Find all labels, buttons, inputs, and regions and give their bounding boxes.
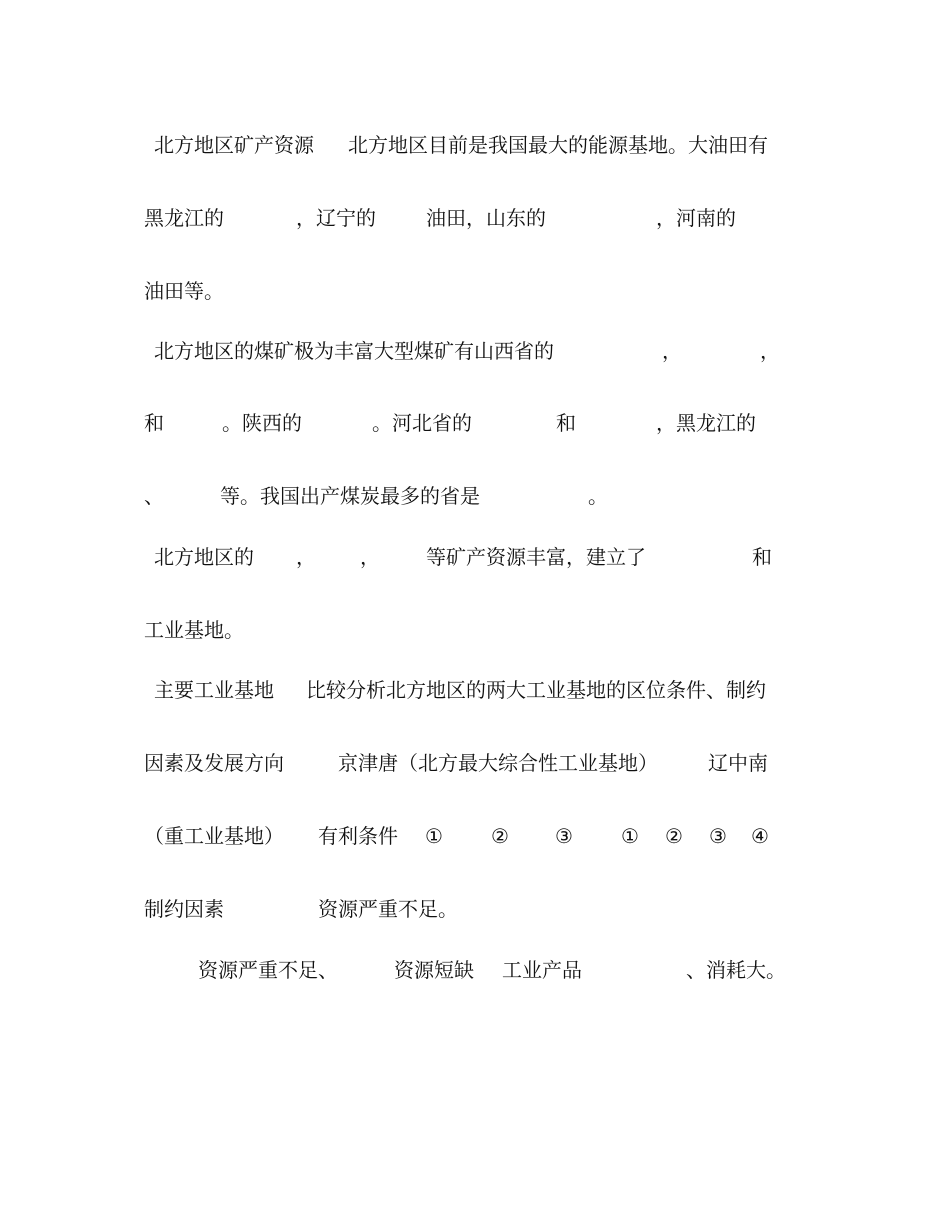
text-segment: 和 xyxy=(144,411,164,435)
text-segment: 工业产品 xyxy=(502,958,582,982)
text-segment: 油田等。 xyxy=(144,279,224,303)
text-segment: 、消耗大。 xyxy=(686,958,786,982)
text-segment: 资源严重不足。 xyxy=(318,897,458,921)
section-heading-minerals: 北方地区矿产资源 xyxy=(154,133,314,157)
text-segment: ，河南的 xyxy=(656,206,736,230)
text-segment: 资源严重不足、 xyxy=(198,958,338,982)
text-segment: 。 xyxy=(588,484,608,508)
text-segment: 制约因素 xyxy=(144,897,224,921)
text-segment: 有利条件 xyxy=(318,824,398,848)
circled-number: ② xyxy=(491,824,509,848)
text-segment: ，辽宁的 xyxy=(296,206,376,230)
text-segment: ， xyxy=(760,339,780,363)
text-segment: 和 xyxy=(752,545,772,569)
text-segment: 、 xyxy=(144,484,164,508)
text-segment: 等矿产资源丰富，建立了 xyxy=(426,545,646,569)
circled-number: ③ xyxy=(709,824,727,848)
text-segment: 资源短缺 xyxy=(394,958,474,982)
text-segment: ，黑龙江的 xyxy=(656,411,756,435)
text-segment: 北方地区的 xyxy=(154,545,254,569)
text-segment: 等。我国出产煤炭最多的省是 xyxy=(220,484,480,508)
text-segment: 比较分析北方地区的两大工业基地的区位条件、制约 xyxy=(306,678,766,702)
text-segment: 辽中南 xyxy=(708,751,768,775)
text-segment: 。陕西的 xyxy=(222,411,302,435)
text-segment: 北方地区目前是我国最大的能源基地。大油田有 xyxy=(348,133,768,157)
text-segment: ， xyxy=(360,545,380,569)
text-segment: 黑龙江的 xyxy=(144,206,224,230)
text-segment: 。河北省的 xyxy=(372,411,472,435)
text-segment: 工业基地。 xyxy=(144,618,244,642)
text-segment: 北方地区的煤矿极为丰富大型煤矿有山西省的 xyxy=(154,339,554,363)
text-segment: （重工业基地） xyxy=(144,824,284,848)
circled-number: ④ xyxy=(751,824,769,848)
circled-number: ① xyxy=(425,824,443,848)
text-segment: ， xyxy=(662,339,682,363)
circled-number: ③ xyxy=(555,824,573,848)
text-segment: 油田，山东的 xyxy=(426,206,546,230)
text-segment: ， xyxy=(296,545,316,569)
text-segment: 和 xyxy=(556,411,576,435)
text-segment: 因素及发展方向 xyxy=(144,751,284,775)
circled-number: ② xyxy=(665,824,683,848)
text-segment: 京津唐（北方最大综合性工业基地） xyxy=(338,751,658,775)
circled-number: ① xyxy=(621,824,639,848)
section-heading-industrial-bases: 主要工业基地 xyxy=(154,678,274,702)
